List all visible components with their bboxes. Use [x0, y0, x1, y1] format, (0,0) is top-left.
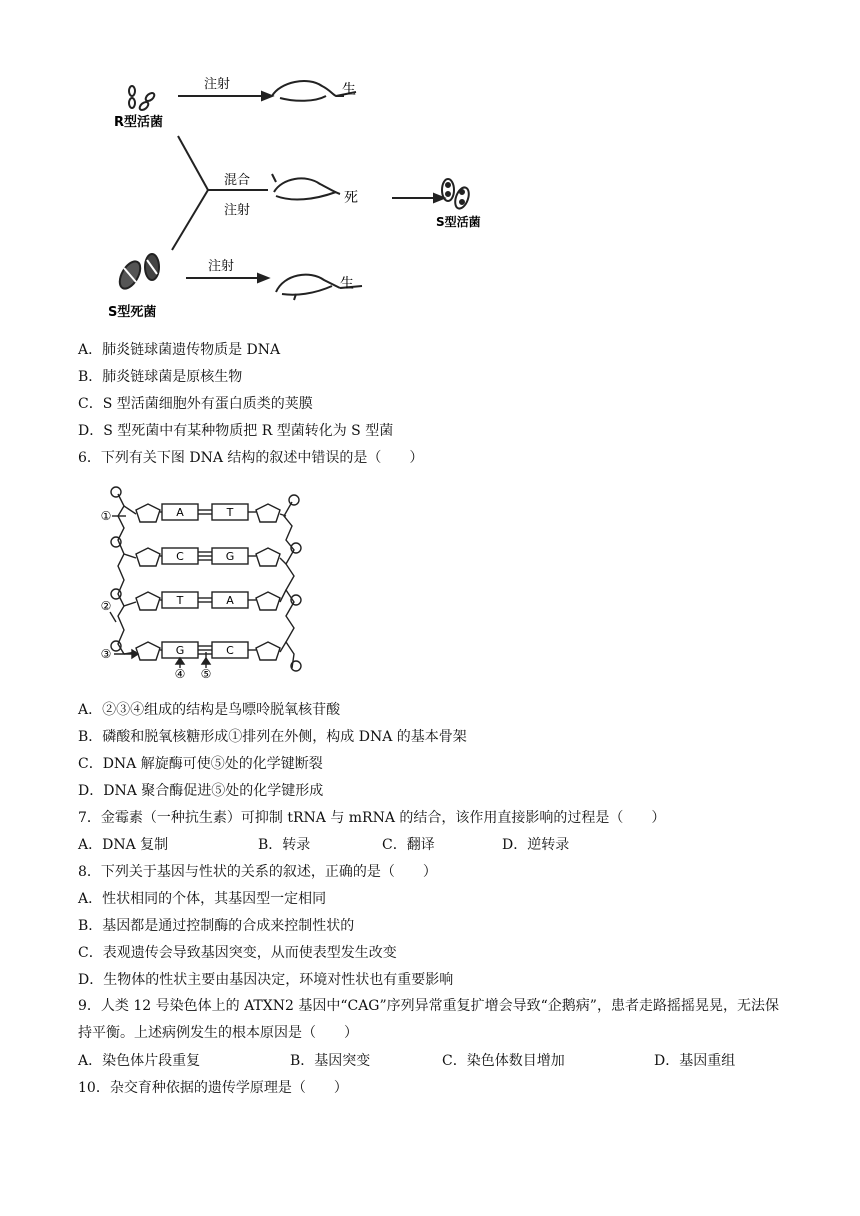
q8-option-b: B．基因都是通过控制酶的合成来控制性状的	[78, 918, 355, 934]
base-r3-right: A	[226, 594, 234, 607]
q9-option-c: C．染色体数目增加	[442, 1053, 565, 1069]
alive-label-top: 生	[342, 82, 356, 98]
q9-option-b: B．基因突变	[290, 1053, 371, 1069]
dna-structure-figure	[96, 482, 322, 682]
inject-label-top: 注射	[204, 77, 231, 92]
dead-label: 死	[344, 190, 358, 206]
transformation-experiment-figure	[100, 70, 530, 335]
inject-label-middle: 注射	[224, 203, 251, 218]
r-live-label: R型活菌	[114, 115, 164, 130]
q6-option-a: A．②③④组成的结构是鸟嘌呤脱氧核苷酸	[78, 702, 341, 718]
marker-3: ③	[100, 647, 112, 661]
mix-label: 混合	[224, 173, 251, 188]
q6-stem: 6．下列有关下图 DNA 结构的叙述中错误的是（ ）	[78, 450, 424, 466]
q7-option-a: A．DNA 复制	[78, 837, 169, 853]
q7-option-b: B．转录	[258, 837, 311, 853]
q7-stem: 7．金霉素（一种抗生素）可抑制 tRNA 与 mRNA 的结合，该作用直接影响的过程是（ ）	[78, 810, 666, 826]
base-r4-left: G	[175, 644, 185, 657]
q8-option-c: C．表观遗传会导致基因突变，从而使表型发生改变	[78, 945, 397, 961]
inject-label-bottom: 注射	[208, 259, 235, 274]
r-bacteria-icon	[129, 86, 156, 112]
q10-stem: 10．杂交育种依据的遗传学原理是（ ）	[78, 1080, 348, 1096]
s-dead-bacteria-icon	[116, 254, 159, 292]
base-r4-right: C	[226, 644, 234, 657]
s-live-label: S型活菌	[436, 215, 481, 229]
q6-option-d: D．DNA 聚合酶促进⑤处的化学键形成	[78, 783, 324, 799]
q7-option-d: D．逆转录	[502, 837, 570, 853]
base-r2-left: C	[176, 550, 184, 563]
q8-option-d: D．生物体的性状主要由基因决定，环境对性状也有重要影响	[78, 972, 454, 988]
q8-option-a: A．性状相同的个体，其基因型一定相同	[78, 891, 327, 907]
s-dead-label: S型死菌	[108, 305, 157, 320]
q5-option-a: A．肺炎链球菌遗传物质是 DNA	[78, 342, 281, 358]
marker-1: ①	[100, 509, 112, 523]
q5-option-d: D．S 型死菌中有某种物质把 R 型菌转化为 S 型菌	[78, 423, 394, 439]
q8-stem: 8．下列关于基因与性状的关系的叙述，正确的是（ ）	[78, 864, 437, 880]
base-r3-left: T	[176, 594, 184, 607]
alive-label-bottom: 生	[340, 276, 354, 292]
base-r2-right: G	[225, 550, 235, 563]
marker-5: ⑤	[200, 667, 212, 681]
mouse-dead-middle-icon	[272, 174, 340, 199]
q6-option-c: C．DNA 解旋酶可使⑤处的化学键断裂	[78, 756, 323, 772]
q9-stem: 9．人类 12 号染色体上的 ATXN2 基因中“CAG”序列异常重复扩增会导致“企鹅病”，患者走路摇摇晃晃，无法保持平衡。上述病例发生的根本原因是（ ）	[78, 998, 779, 1041]
q9-option-a: A．染色体片段重复	[78, 1053, 201, 1069]
marker-2: ②	[100, 599, 112, 613]
base-r1-left: A	[176, 506, 184, 519]
s-live-bacteria-icon	[442, 179, 471, 210]
q6-option-b: B．磷酸和脱氧核糖形成①排列在外侧，构成 DNA 的基本骨架	[78, 729, 467, 745]
q9-option-d: D．基因重组	[654, 1053, 736, 1069]
marker-4: ④	[174, 667, 186, 681]
q5-option-c: C．S 型活菌细胞外有蛋白质类的荚膜	[78, 396, 313, 412]
q5-option-b: B．肺炎链球菌是原核生物	[78, 369, 243, 385]
q7-option-c: C．翻译	[382, 837, 435, 853]
base-r1-right: T	[226, 506, 234, 519]
